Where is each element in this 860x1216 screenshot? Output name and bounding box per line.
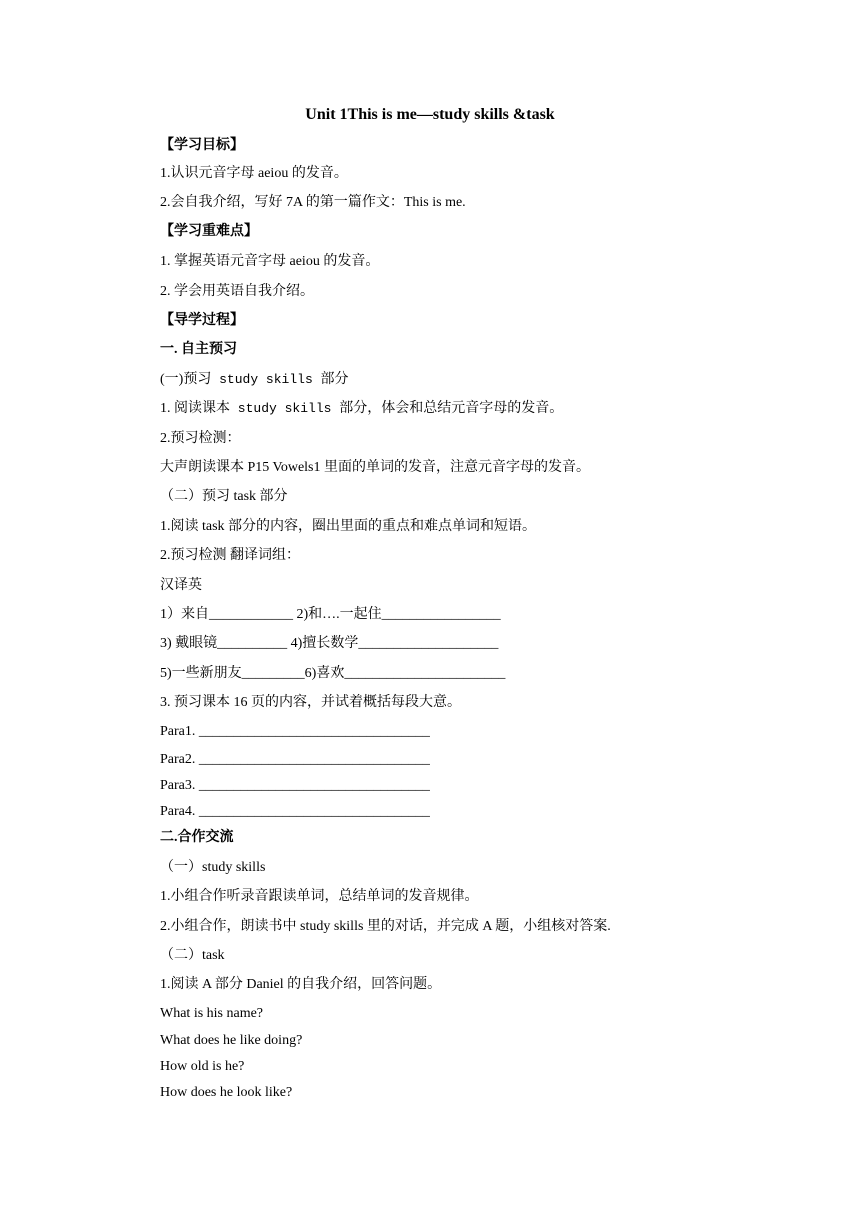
subsection-heading-cooperation: 二.合作交流	[160, 830, 234, 845]
para-summary-4: Para4. _________________________________	[160, 804, 430, 819]
para-summary-2: Para2. _________________________________	[160, 752, 430, 767]
text-part-mono: study skills	[211, 372, 321, 387]
preview-study-skills-item-1	[160, 399, 563, 419]
section-heading-process: 【导学过程】	[160, 313, 244, 328]
section-heading-key-points: 【学习重难点】	[160, 224, 258, 239]
question-1: What is his name?	[160, 1006, 264, 1021]
cooperation-task-heading: （二）task	[160, 948, 225, 963]
goal-item-1: 1.认识元音字母 aeiou 的发音。	[160, 166, 348, 181]
translate-row-1: 1）来自____________ 2)和….一起住_________________	[160, 607, 501, 622]
question-2: What does he like doing?	[160, 1033, 303, 1048]
cooperation-study-skills-item-2: 2.小组合作，朗读书中 study skills 里的对话，并完成 A 题，小组核对答案.	[160, 919, 611, 934]
subsection-heading-self-study: 一. 自主预习	[160, 342, 237, 357]
cooperation-study-skills-heading: （一）study skills	[160, 860, 266, 875]
text-part: 1. 阅读课本	[160, 401, 230, 416]
cooperation-study-skills-item-1: 1.小组合作听录音跟读单词，总结单词的发音规律。	[160, 889, 479, 904]
text-part-mono: study skills	[230, 401, 340, 416]
preview-task-item-3: 3. 预习课本 16 页的内容，并试着概括每段大意。	[160, 695, 461, 710]
preview-study-skills-heading	[160, 370, 349, 390]
text-part: 部分，体会和总结元音字母的发音。	[339, 401, 564, 416]
key-point-2: 2. 学会用英语自我介绍。	[160, 284, 314, 299]
preview-task-item-2: 2.预习检测 翻译词组：	[160, 548, 300, 563]
question-3: How old is he?	[160, 1059, 245, 1074]
translate-heading: 汉译英	[160, 578, 202, 593]
text-part: 部分	[320, 372, 349, 387]
preview-task-item-1: 1.阅读 task 部分的内容，圈出里面的重点和难点单词和短语。	[160, 519, 537, 534]
goal-item-2: 2.会自我介绍，写好 7A 的第一篇作文：This is me.	[160, 195, 466, 210]
preview-check-heading: 2.预习检测：	[160, 431, 241, 446]
para-summary-3: Para3. _________________________________	[160, 778, 430, 793]
preview-check-instruction: 大声朗读课本 P15 Vowels1 里面的单词的发音，注意元音字母的发音。	[160, 460, 590, 475]
para-summary-1: Para1. _________________________________	[160, 724, 430, 739]
section-heading-learning-goals: 【学习目标】	[160, 138, 244, 153]
document-title: Unit 1This is me—study skills &task	[305, 106, 555, 123]
question-4: How does he look like?	[160, 1085, 293, 1100]
translate-row-2: 3) 戴眼镜__________ 4)擅长数学____________________	[160, 636, 499, 651]
text-part: (一)预习	[160, 372, 212, 387]
preview-task-heading: （二）预习 task 部分	[160, 489, 288, 504]
key-point-1: 1. 掌握英语元音字母 aeiou 的发音。	[160, 254, 380, 269]
translate-row-3: 5)一些新朋友_________6)喜欢_______________________	[160, 666, 506, 681]
cooperation-task-item-1: 1.阅读 A 部分 Daniel 的自我介绍，回答问题。	[160, 977, 442, 992]
